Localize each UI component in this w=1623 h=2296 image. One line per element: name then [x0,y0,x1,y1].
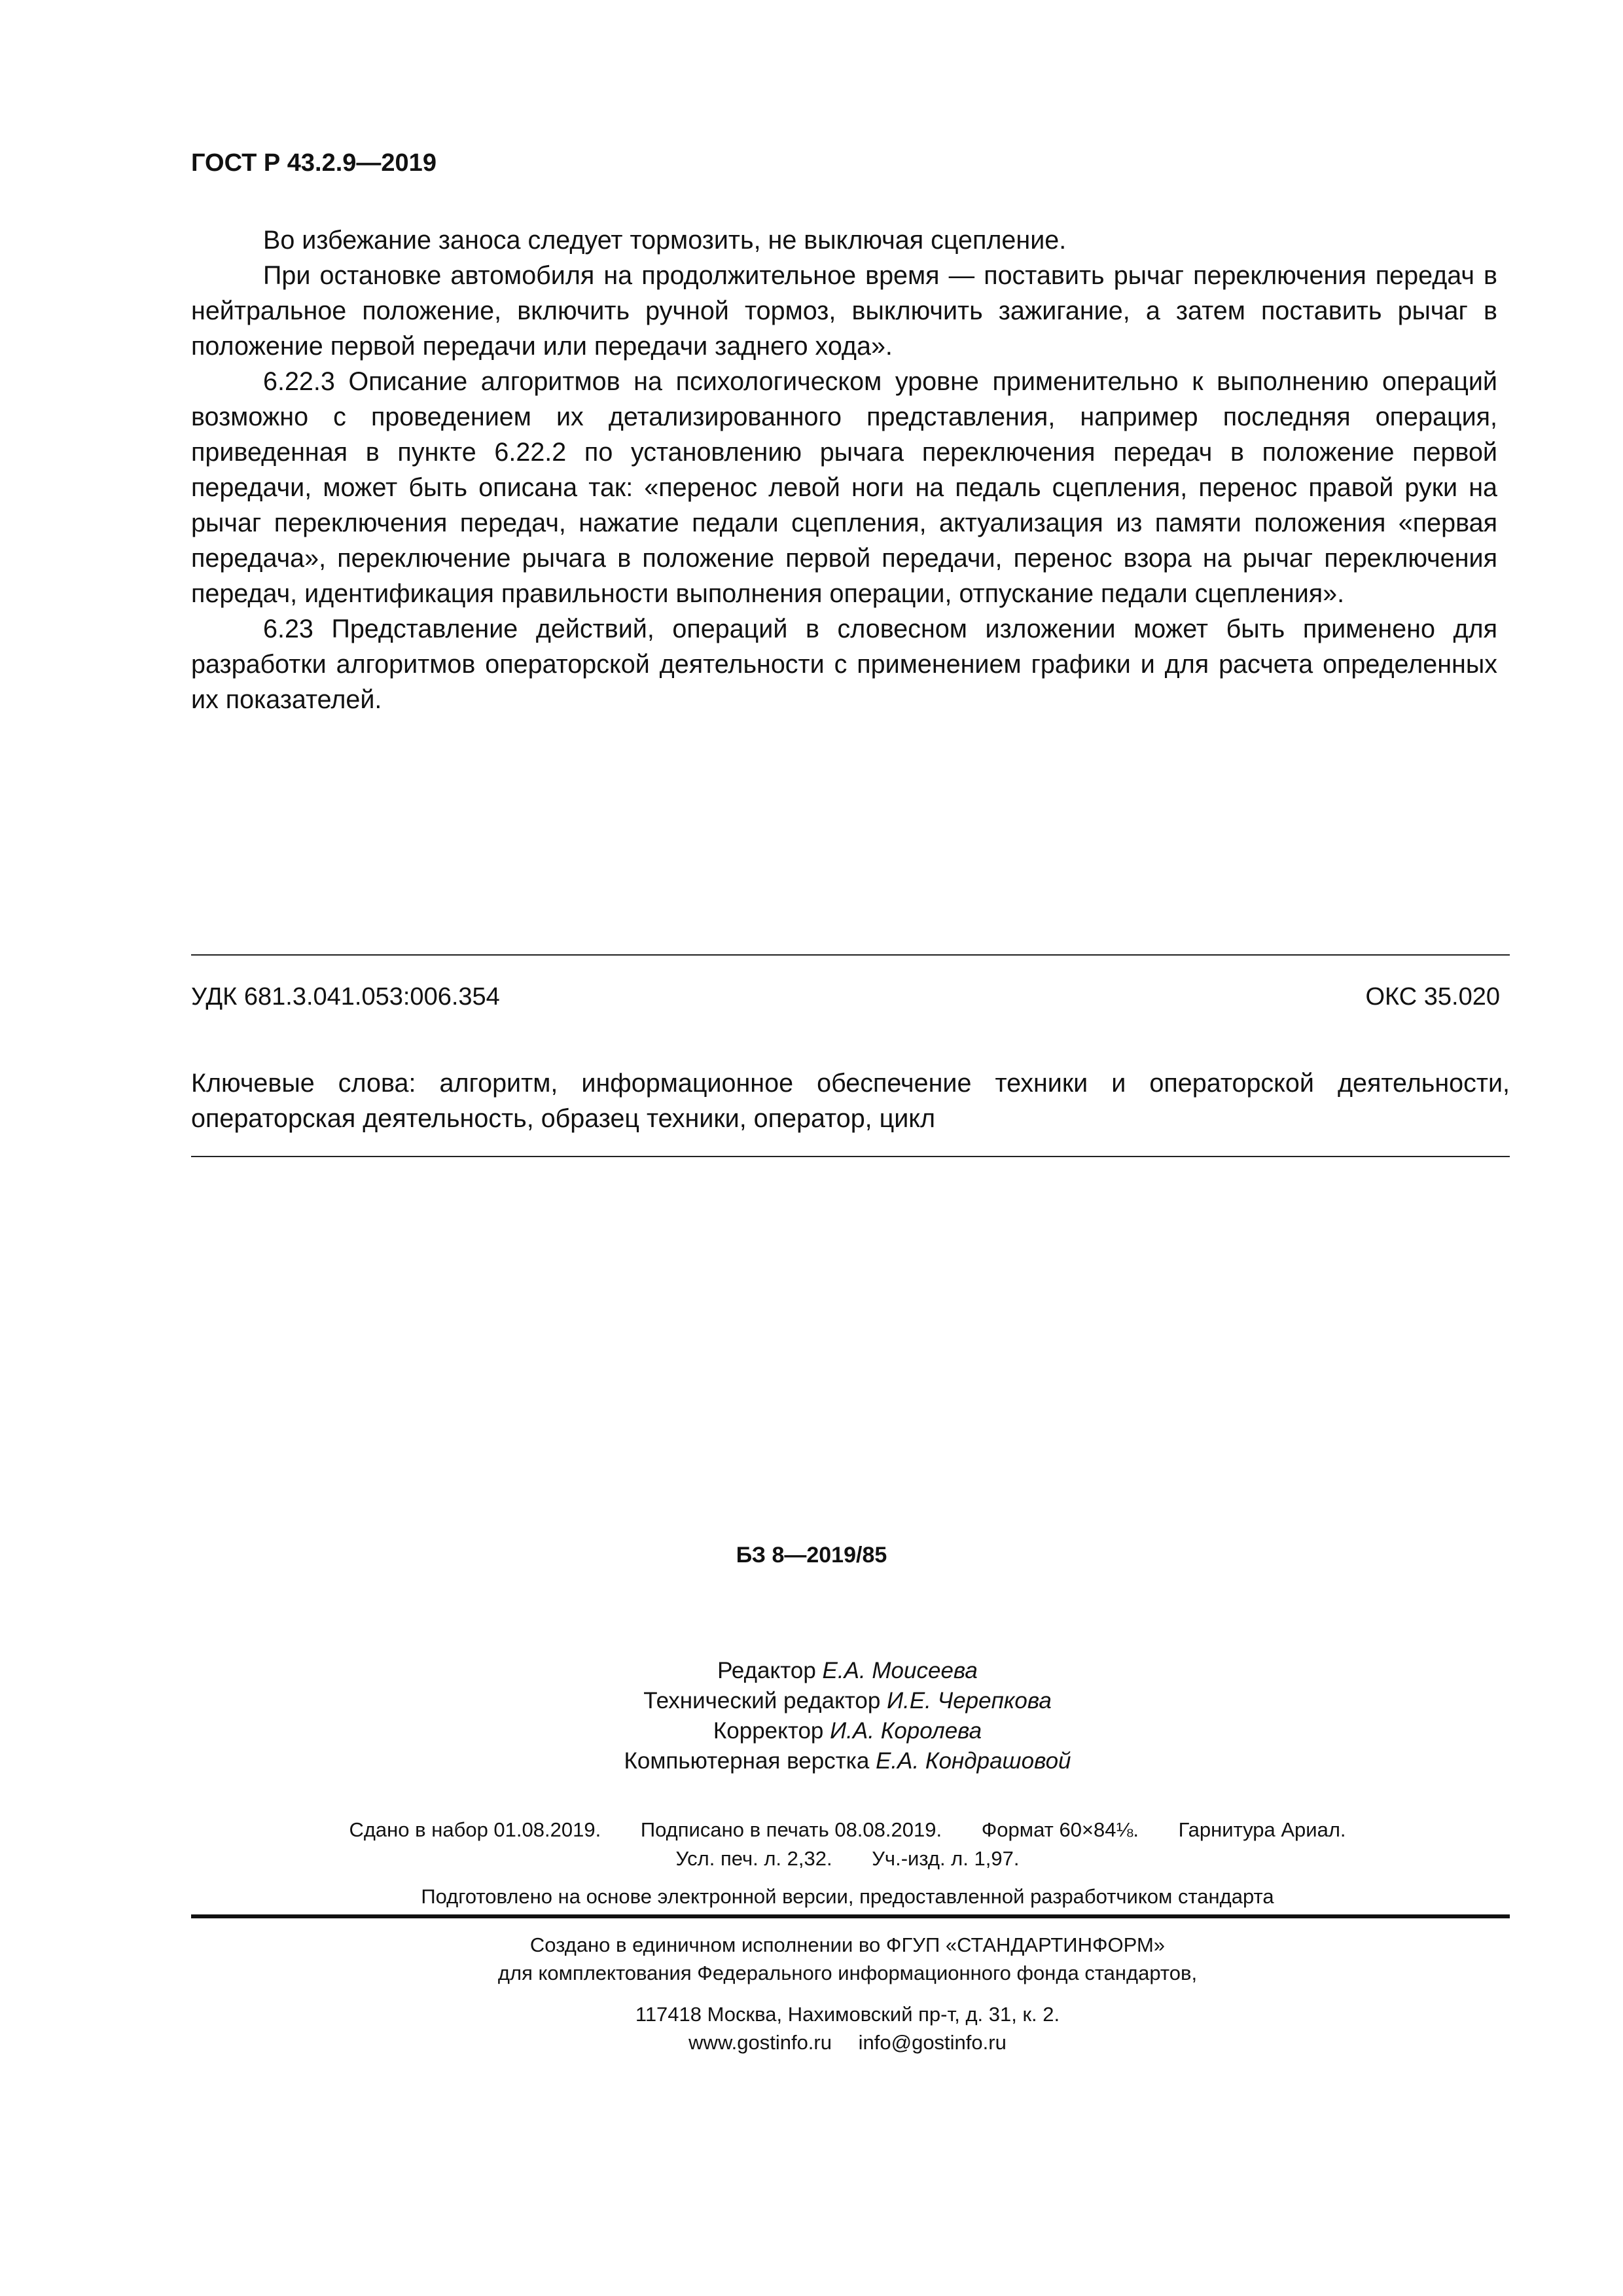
thick-divider [191,1914,1510,1918]
prepared-note: Подготовлено на основе электронной версии, предоставленной разработчиком стандарта [421,1885,1274,1908]
staff-tech-editor: Технический редактор И.Е. Черепкова [643,1688,1052,1713]
print-sheets: Усл. печ. л. 2,32. [675,1847,832,1870]
footer-line-1: Создано в единичном исполнении во ФГУП «СТАНДАРТИНФОРМ» [529,1933,1166,1956]
typeface: Гарнитура Ариал. [1178,1818,1346,1841]
paragraph: 6.22.3 Описание алгоритмов на психологическом уровне применительно к выполнению операций возможно с проведением их детализированного представления, например последняя операция, приведенная в пункте 6.22.2 по установлению рычага переключения передач в положение первой передачи, может быть описана так: «перенос левой ноги на педаль сцепления, перенос правой руки на рычаг переключения передач, нажатие педали сцепления, актуализация из памяти положения «первая передача», переключение рычага в положение первой передачи, перенос взора на рычаг переключения передач, идентификация правильности выполнения операции, отпускание педали сцепления». [191,367,1497,608]
publisher-footer [0,1931,1623,2056]
website-link[interactable]: www.gostinfo.ru [688,2031,832,2054]
staff-layout: Компьютерная верстка Е.А. Кондрашовой [624,1748,1071,1774]
bz-number: БЗ 8—2019/85 [736,1543,887,1568]
divider-top [191,954,1510,956]
staff-editor: Редактор Е.А. Моисеева [717,1658,978,1683]
udk-code: УДК 681.3.041.053:006.354 [191,983,500,1011]
signed-date: Подписано в печать 08.08.2019. [640,1818,942,1841]
submitted-date: Сдано в набор 01.08.2019. [349,1818,601,1841]
paragraph: 6.23 Представление действий, операций в словесном изложении может быть применено для разработки алгоритмов операторской деятельности с применением графики и для расчета определенных их показателей. [191,615,1497,714]
divider-bottom [191,1156,1510,1157]
staff-corrector: Корректор И.А. Королева [713,1718,982,1744]
imprint [0,1816,1623,1873]
paper-format: Формат 60×84⅛. [981,1818,1139,1841]
email-link[interactable]: info@gostinfo.ru [858,2031,1007,2054]
document-code: ГОСТ Р 43.2.9—2019 [191,149,437,177]
oks-code: ОКС 35.020 [1365,983,1500,1011]
paragraph: Во избежание заноса следует тормозить, не выключая сцепление. [263,226,1067,255]
staff-list [0,1656,1623,1776]
body-text [191,223,1497,717]
pub-sheets: Уч.-изд. л. 1,97. [872,1847,1020,1870]
paragraph: При остановке автомобиля на продолжительное время — поставить рычаг переключения передач в нейтральное положение, включить ручной тормоз, выключить зажигание, а затем поставить рычаг в положение первой передачи или передачи заднего хода». [191,261,1497,361]
footer-address: 117418 Москва, Нахимовский пр-т, д. 31, к. 2. [635,2003,1060,2026]
footer-line-2: для комплектования Федерального информационного фонда стандартов, [497,1962,1198,1984]
keywords: Ключевые слова: алгоритм, информационное обеспечение техники и операторской деятельности, операторская деятельность, образец техники, оператор, цикл [191,1069,1510,1133]
